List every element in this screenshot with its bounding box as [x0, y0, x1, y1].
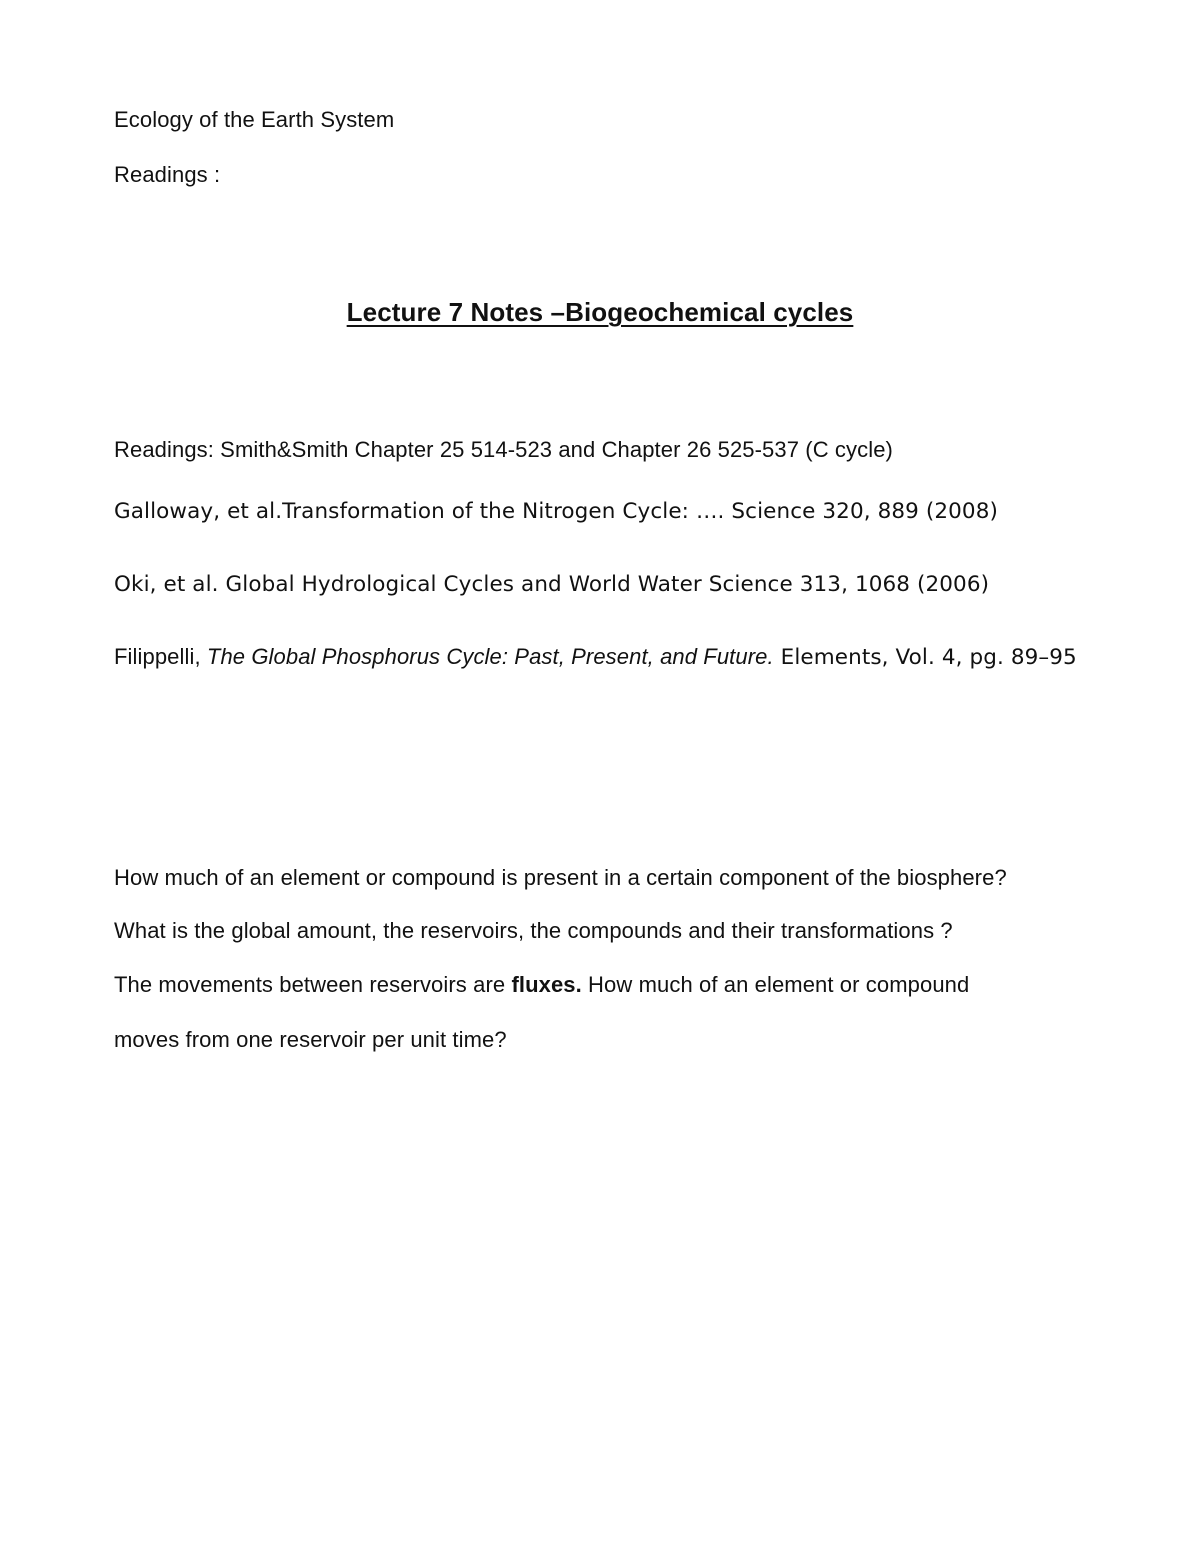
course-title: Ecology of the Earth System	[114, 107, 395, 132]
reading-smith: Readings: Smith&Smith Chapter 25 514-523 and Chapter 26 525-537 (C cycle)	[114, 437, 893, 462]
reading-filippelli	[114, 643, 1077, 672]
readings-label: Readings :	[114, 162, 221, 187]
reading-oki: Oki, et al. Global Hydrological Cycles and World Water Science 313, 1068 (2006)	[114, 572, 990, 597]
question-1: How much of an element or compound is present in a certain component of the biosphere?	[114, 865, 1007, 890]
reading-filippelli-author: Filippelli,	[114, 644, 207, 669]
lecture-title: Lecture 7 Notes –Biogeochemical cycles	[346, 297, 854, 327]
question-3-end: How much of an element or compound	[581, 972, 970, 997]
fluxes-term: fluxes.	[511, 972, 582, 997]
question-3-start: The movements between reservoirs are	[114, 972, 512, 997]
question-4: moves from one reservoir per unit time?	[114, 1027, 507, 1052]
reading-filippelli-title: The Global Phosphorus Cycle: Past, Present, and Future.	[206, 644, 774, 669]
question-2: What is the global amount, the reservoirs, the compounds and their transformations ?	[114, 918, 953, 943]
question-3	[114, 971, 969, 999]
reading-filippelli-source: Elements, Vol. 4, pg. 89–95	[773, 645, 1077, 670]
reading-galloway: Galloway, et al.Transformation of the Nitrogen Cycle: …. Science 320, 889 (2008)	[114, 499, 998, 524]
